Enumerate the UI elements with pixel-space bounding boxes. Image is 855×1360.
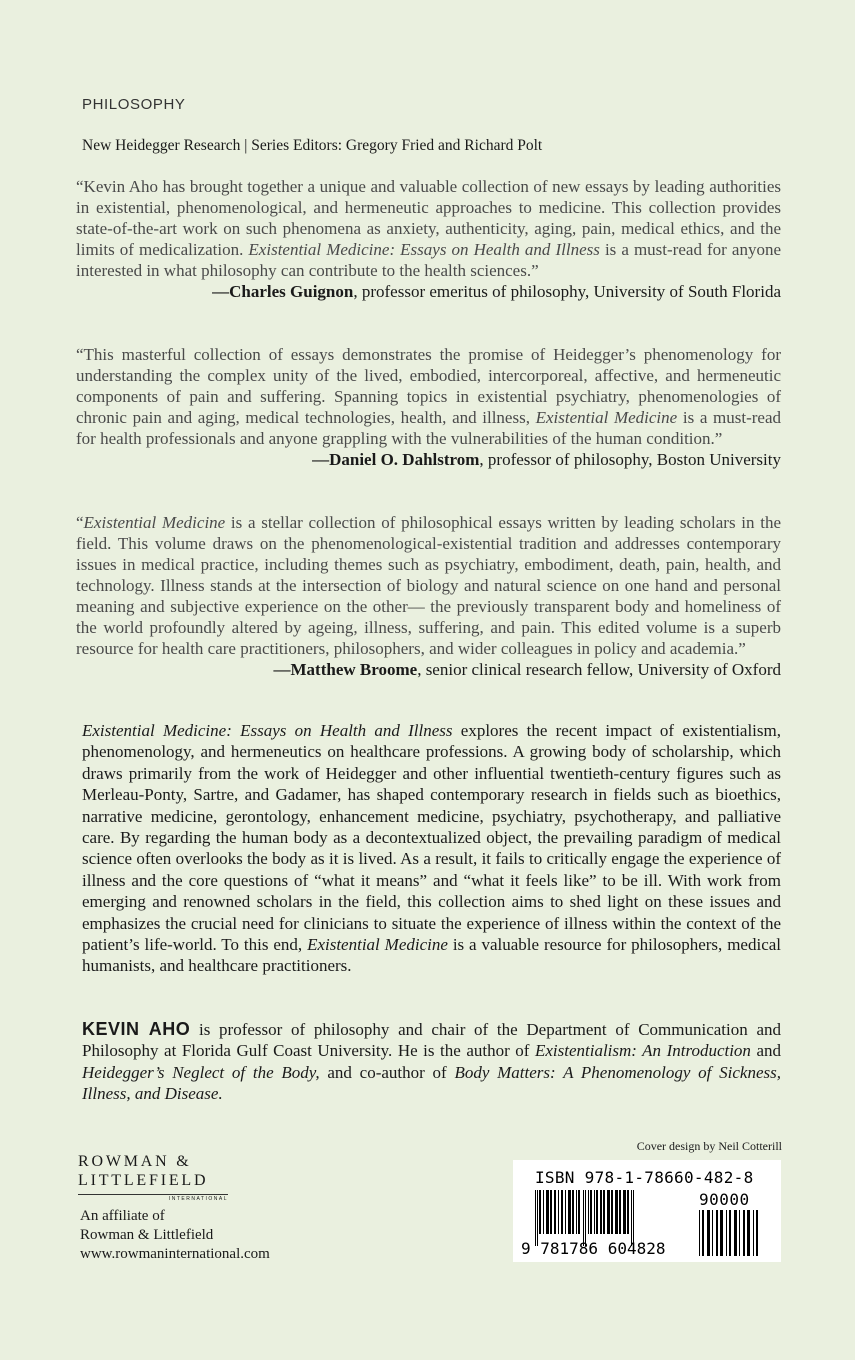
addon-bar [716, 1210, 718, 1256]
barcode-bar [583, 1190, 584, 1246]
series-line: New Heidegger Research | Series Editors: Gregory Fried and Richard Polt [82, 137, 543, 154]
addon-bar [729, 1210, 731, 1256]
barcode-bar [568, 1190, 571, 1234]
category-label: PHILOSOPHY [82, 96, 186, 113]
barcode-bar [537, 1190, 538, 1246]
quote-text: “ [76, 513, 84, 532]
book-description [82, 720, 781, 977]
description-book-title: Existential Medicine [307, 935, 448, 955]
bio-text: and co-author of [319, 1062, 455, 1082]
barcode-bar [554, 1190, 556, 1234]
quote-text: is a stellar collection of philosophical essays written by leading scholars in the field. This volume draws on the phenomenological-existential tradition and addresses contemporary issues in medical practice, including themes such as psychiatry, embodiment, death, pain, health, and technology. Illness stands at the intersection of biology and natural science on one hand and personal meaning and subjective experience on the other— the previously transparent body and homeliness of the world profoundly altered by ageing, illness, suffering, and pain. This edited volume is a superb resource for health care practitioners, philosophers, and wider colleagues in policy and academia.” [76, 513, 781, 658]
quote-attribution [76, 281, 781, 302]
publisher-affiliation [80, 1207, 270, 1264]
cover-design-credit: Cover design by Neil Cotterill [636, 1139, 782, 1153]
barcode-bar [543, 1190, 544, 1234]
barcode-bar [615, 1190, 618, 1234]
barcode-bar [607, 1190, 610, 1234]
endorsement-quote-2 [76, 344, 781, 470]
bio-text: is professor of philosophy and chair of the Department of Communication and Philosophy at Florida Gulf Coast University. He is the author of [82, 1020, 781, 1061]
addon-bar [726, 1210, 727, 1256]
publisher-logo [78, 1152, 238, 1202]
bio-book-title: Heidegger’s Neglect of the Body, [82, 1062, 320, 1082]
addon-bar [756, 1210, 758, 1256]
publisher-website: www.rowmaninternational.com [80, 1246, 270, 1262]
barcode-bar [594, 1190, 595, 1234]
author-name: KEVIN AHO [82, 1019, 191, 1039]
barcode-bar [558, 1190, 559, 1234]
barcode-bar [603, 1190, 605, 1234]
quote-book-title: Existential Medicine: Essays on Health and Illness [248, 240, 600, 259]
quote-affiliation: , senior clinical research fellow, University of Oxford [417, 660, 781, 679]
barcode-bar [623, 1190, 626, 1234]
barcode-bar [627, 1190, 629, 1234]
addon-bar [753, 1210, 754, 1256]
quote-book-title: Existential Medicine [535, 408, 678, 427]
addon-bar [707, 1210, 710, 1256]
barcode-bar [596, 1190, 598, 1234]
publisher-logo-imprint: INTERNATIONAL [168, 1196, 228, 1202]
quote-book-title: Existential Medicine [83, 513, 226, 532]
barcode-bar [588, 1190, 589, 1234]
barcode-bar [535, 1190, 536, 1246]
barcode-bar [611, 1190, 613, 1234]
publisher-logo-line2: LITTLEFIELD [78, 1172, 209, 1189]
quote-text: “Kevin Aho has brought together a unique and valuable collection of new essays by leading authorities in existential, phenomenological, and hermeneutic approaches to medicine. This collection provides state-of-the-art work on such phenomena as anxiety, authenticity, aging, pain, medical ethics, and the limits of medicalization. [76, 177, 781, 259]
endorsement-quote-3 [76, 512, 781, 680]
description-book-title: Existential Medicine: Essays on Health and Illness [82, 721, 453, 740]
description-text: explores the recent impact of existentialism, phenomenology, and hermeneutics on healthcare professions. A growing body of scholarship, which draws primarily from the work of Heidegger and other influential twentieth-century figures such as Merleau-Ponty, Sartre, and Gadamer, has shaped contemporary research in fields such as bioethics, narrative medicine, gerontology, enhancement medicine, psychiatry, psychotherapy, and palliative care. By regarding the human body as a decontextualized object, the prevailing paradigm of medical science often overlooks the body as it is lived. As a result, it fails to critically engage the experience of illness and the core questions of “what it means” and “what it feels like” to be ill. With work from emerging and renowned scholars in the field, this collection aims to shed light on these issues and emphasizes the crucial need for clinicians to situate the experience of illness within the context of the patient’s life-world. To this end, [82, 721, 781, 955]
addon-bar [702, 1210, 704, 1256]
quote-author: —Charles Guignon [212, 282, 354, 301]
barcode-bar [619, 1190, 621, 1234]
barcode-bar [550, 1190, 552, 1234]
bio-book-title: Body Matters: A Phenomenology of Sickness, Illness, and Disease. [82, 1062, 781, 1104]
addon-bar [734, 1210, 737, 1256]
barcode-bar [561, 1190, 563, 1234]
bio-book-title: Existentialism: An Introduction [534, 1041, 751, 1061]
barcode-bar [590, 1190, 592, 1234]
barcode-bar [572, 1190, 574, 1234]
barcode-bar [631, 1190, 632, 1246]
affiliate-line: An affiliate of [80, 1208, 165, 1224]
addon-bar [743, 1210, 745, 1256]
quote-attribution [76, 449, 781, 470]
quote-author: —Daniel O. Dahlstrom [312, 450, 480, 469]
barcode-bar [585, 1190, 586, 1246]
endorsement-quote-1 [76, 176, 781, 302]
quote-text: is a must-read for health professionals and anyone grappling with the vulnerabilities of the human condition.” [76, 408, 781, 448]
addon-bar [699, 1210, 700, 1256]
addon-bar [747, 1210, 750, 1256]
barcode-bar [633, 1190, 634, 1246]
description-text: is a valuable resource for philosophers, medical humanists, and healthcare practitioners. [82, 935, 782, 976]
quote-affiliation: , professor of philosophy, Boston University [479, 450, 781, 469]
ean-digits: 9 781786 604828 [521, 1239, 666, 1258]
publisher-logo-line1: ROWMAN & [78, 1153, 192, 1170]
addon-bar [739, 1210, 740, 1256]
isbn-number: ISBN 978-1-78660-482-8 [535, 1168, 754, 1187]
quote-text: is a must-read for anyone interested in what philosophy can contribute to the health sciences.” [76, 240, 781, 280]
quote-affiliation: , professor emeritus of philosophy, University of South Florida [353, 282, 781, 301]
addon-bar [712, 1210, 713, 1256]
barcode-bar [539, 1190, 541, 1234]
publisher-logo-rule [78, 1194, 228, 1195]
barcode-bar [600, 1190, 602, 1234]
quote-author: —Matthew Broome [273, 660, 418, 679]
quote-attribution [76, 659, 781, 680]
barcode-bar [565, 1190, 566, 1234]
barcode-bar [546, 1190, 549, 1234]
affiliate-parent: Rowman & Littlefield [80, 1227, 214, 1243]
addon-bar [720, 1210, 723, 1256]
barcode-bar [576, 1190, 577, 1234]
author-bio [82, 1019, 781, 1105]
barcode-bar [578, 1190, 580, 1234]
quote-text: “This masterful collection of essays demonstrates the promise of Heidegger’s phenomenology for understanding the complex unity of the lived, embodied, intercorporeal, affective, and hermeneutic components of pain and suffering. Spanning topics in existential psychiatry, phenomenologies of chronic pain and aging, medical technologies, health, and illness, [76, 345, 781, 427]
price-code: 90000 [699, 1190, 750, 1209]
isbn-barcode [513, 1160, 781, 1262]
bio-text: and [750, 1041, 782, 1061]
